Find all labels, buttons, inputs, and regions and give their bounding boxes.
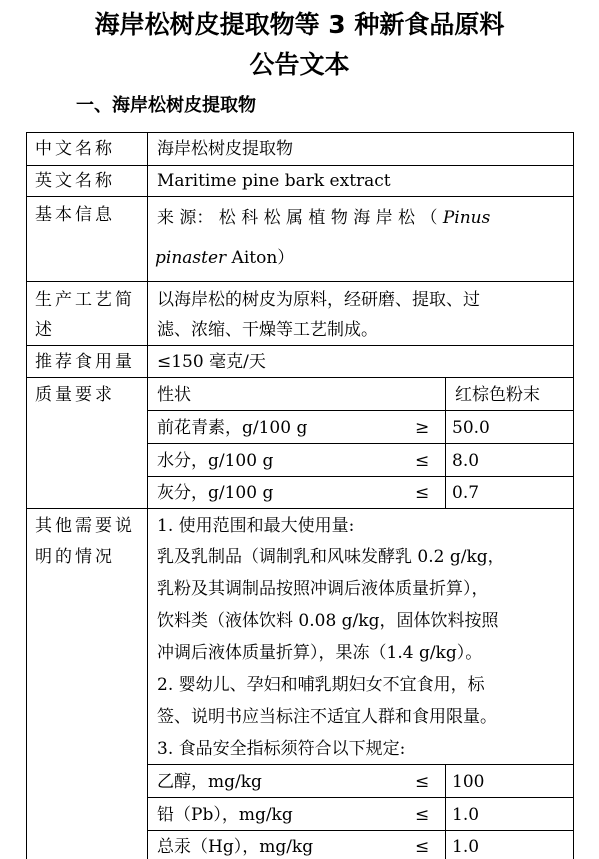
table-column-divider [445, 764, 446, 859]
safety-value: 1.0 [452, 805, 480, 825]
intake-label: 推荐食用量 [35, 352, 135, 372]
table-rule [26, 508, 574, 509]
quality-operator: ≤ [415, 451, 430, 471]
table-rule [26, 281, 574, 282]
safety-operator: ≤ [415, 837, 430, 857]
process-label-line1: 生产工艺简 [35, 290, 135, 310]
intake-value: ≤150 毫克/天 [157, 352, 266, 372]
latin-species: pinaster [155, 248, 227, 268]
basic-info-label: 基本信息 [35, 205, 115, 225]
quality-value: 红棕色粉末 [455, 385, 540, 405]
table-rule [147, 443, 574, 444]
safety-value: 100 [452, 772, 485, 792]
chinese-name-label: 中文名称 [35, 139, 115, 159]
other-text-line: 乳粉及其调制品按照冲调后液体质量折算）， [157, 579, 489, 599]
quality-value: 8.0 [452, 451, 480, 471]
table-border-top [26, 132, 574, 133]
quality-name: 水分，g/100 g [157, 451, 274, 471]
table-rule [147, 410, 574, 411]
other-text-line: 签、说明书应当标注不适宜人群和食用限量。 [157, 707, 497, 727]
safety-operator: ≤ [415, 772, 430, 792]
english-name-value: Maritime pine bark extract [157, 171, 391, 191]
source-text: 来 源： 松 科 松 属 植 物 海 岸 松 （ [157, 208, 443, 228]
document-title: 海岸松树皮提取物等 3 种新食品原料 [94, 10, 505, 39]
quality-name: 前花青素，g/100 g [157, 418, 308, 438]
document-subtitle: 公告文本 [249, 50, 350, 79]
other-text-line: 3. 食品安全指标须符合以下规定: [157, 739, 406, 759]
table-border-left [26, 132, 27, 859]
english-name-label: 英文名称 [35, 171, 115, 191]
other-text-line: 1. 使用范围和最大使用量: [157, 516, 355, 536]
quality-operator: ≤ [415, 483, 430, 503]
table-rule [26, 196, 574, 197]
safety-name: 铅（Pb），mg/kg [157, 805, 293, 825]
other-text-line: 2. 婴幼儿、孕妇和哺乳期妇女不宜食用，标 [157, 675, 485, 695]
basic-info-line2 [155, 246, 294, 270]
table-column-divider [445, 377, 446, 508]
quality-name: 性状 [157, 385, 191, 405]
table-rule [26, 165, 574, 166]
process-label-line2: 述 [35, 320, 55, 340]
author-text: Aiton） [226, 248, 295, 268]
process-line2: 滤、浓缩、干燥等工艺制成。 [157, 320, 378, 340]
safety-name: 乙醇，mg/kg [157, 772, 262, 792]
table-column-divider [147, 132, 148, 859]
process-line1: 以海岸松的树皮为原料，经研磨、提取、过 [157, 290, 480, 310]
table-rule [26, 345, 574, 346]
other-text-line: 饮料类（液体饮料 0.08 g/kg，固体饮料按照 [157, 611, 499, 631]
quality-label: 质量要求 [35, 385, 115, 405]
table-rule [147, 797, 574, 798]
other-text-line: 乳及乳制品（调制乳和风味发酵乳 0.2 g/kg， [157, 547, 505, 567]
table-rule [147, 764, 574, 765]
quality-value: 0.7 [452, 483, 480, 503]
latin-genus: Pinus [442, 208, 491, 228]
safety-name: 总汞（Hg），mg/kg [157, 837, 314, 857]
other-text-line: 冲调后液体质量折算），果冻（1.4 g/kg）。 [157, 643, 483, 663]
safety-value: 1.0 [452, 837, 480, 857]
chinese-name-value: 海岸松树皮提取物 [157, 139, 293, 159]
quality-operator: ≥ [415, 418, 430, 438]
table-rule [147, 476, 574, 477]
table-border-right [573, 132, 574, 859]
other-label-line2: 明的情况 [35, 547, 115, 567]
table-rule [147, 830, 574, 831]
safety-operator: ≤ [415, 805, 430, 825]
section-heading: 一、海岸松树皮提取物 [76, 95, 256, 116]
basic-info-line1 [157, 206, 490, 230]
quality-value: 50.0 [452, 418, 490, 438]
quality-name: 灰分，g/100 g [157, 483, 274, 503]
other-label-line1: 其他需要说 [35, 516, 135, 536]
table-rule [26, 377, 574, 378]
